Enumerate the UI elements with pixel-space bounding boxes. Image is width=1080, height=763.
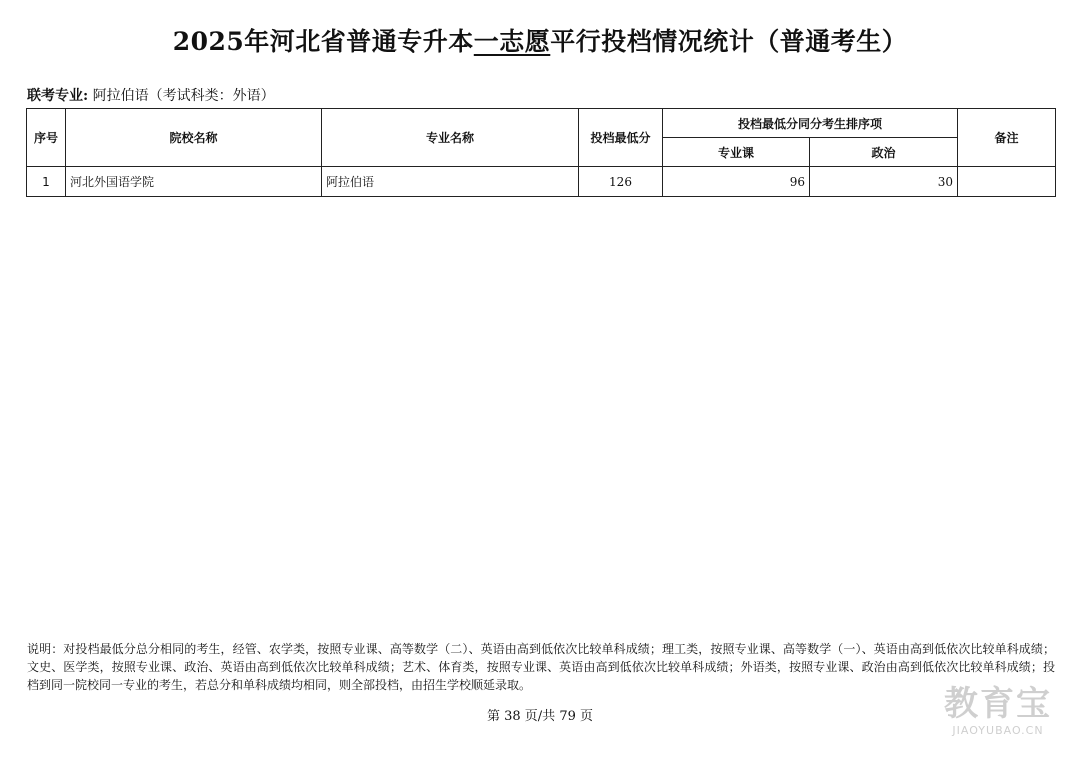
title-part-2: 平行投档情况统计（普通考生） — [550, 27, 908, 56]
major-value: 阿拉伯语（考试科类：外语） — [92, 88, 275, 104]
cell-tie-politics: 30 — [810, 167, 958, 197]
cell-seq: 1 — [27, 167, 66, 197]
title-part-1: 2025年河北省普通专升本 — [172, 27, 474, 56]
cell-major: 阿拉伯语 — [322, 167, 579, 197]
header-row-1 — [27, 109, 1056, 138]
explanation-note: 说明：对投档最低分总分相同的考生，经管、农学类，按照专业课、高等数学（二）、英语由高到低依次比较单科成绩；理工类，按照专业课、高等数学（一）、英语由高到低依次比较单科成绩；文史、医学类，按照专业课、政治、英语由高到低依次比较单科成绩；艺术、体育类，按照专业课、英语由高到低依次比较单科成绩；外语类，按照专业课、政治由高到低依次比较单科成绩；投档到同一院校同一专业的考生，若总分和单科成绩均相同，则全部投档，由招生学校顺延录取。 — [27, 642, 1055, 692]
watermark-logo — [928, 684, 1068, 744]
title-underlined: 一志愿 — [473, 27, 551, 56]
table-row — [27, 167, 1056, 197]
cell-remark — [958, 167, 1056, 197]
major-label: 联考专业: — [27, 88, 89, 104]
watermark-main: 教育宝 — [944, 684, 1052, 724]
cell-school: 河北外国语学院 — [66, 167, 322, 197]
page-title — [0, 22, 1080, 58]
major-line — [27, 85, 275, 105]
header-tie-professional: 专业课 — [663, 138, 810, 167]
header-remark: 备注 — [958, 109, 1056, 167]
watermark-sub: JIAOYUBAO.CN — [952, 724, 1044, 737]
header-tie-group: 投档最低分同分考生排序项 — [663, 109, 958, 138]
cell-tie-professional: 96 — [663, 167, 810, 197]
cell-min-score: 126 — [579, 167, 663, 197]
header-major: 专业名称 — [322, 109, 579, 167]
header-school: 院校名称 — [66, 109, 322, 167]
header-min-score: 投档最低分 — [579, 109, 663, 167]
page-number: 第 38 页/共 79 页 — [487, 709, 593, 724]
header-seq: 序号 — [27, 109, 66, 167]
admission-table — [26, 108, 1056, 197]
header-tie-politics: 政治 — [810, 138, 958, 167]
